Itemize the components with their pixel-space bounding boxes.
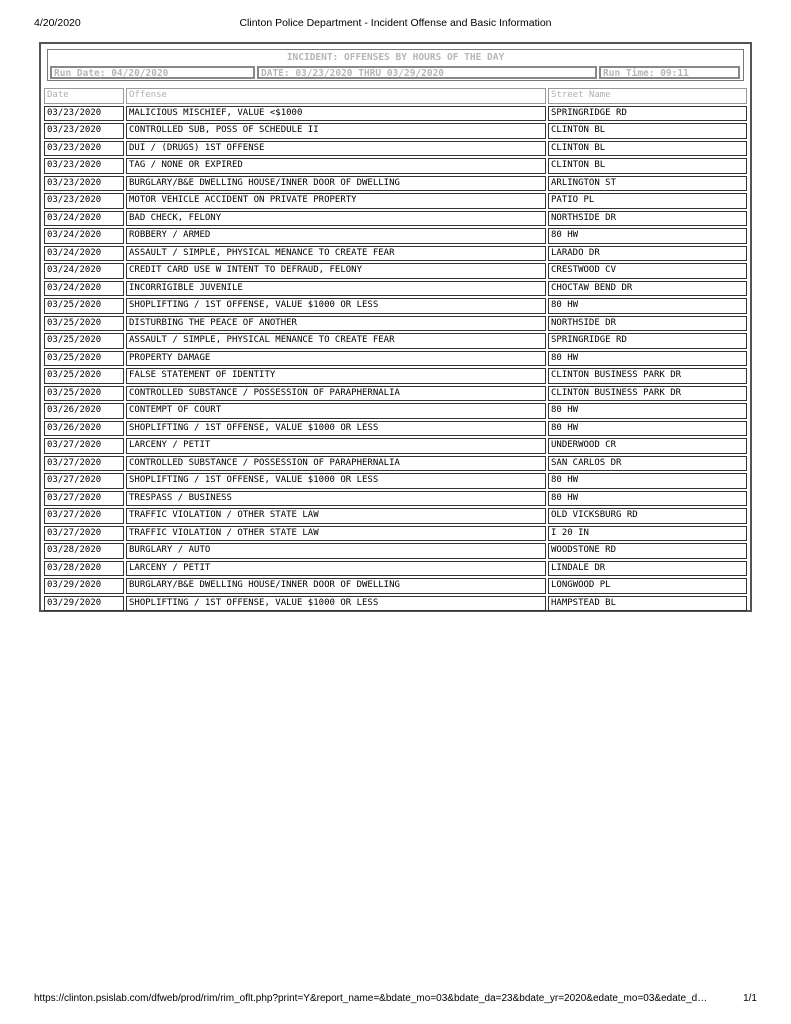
- cell-street: NORTHSIDE DR: [548, 211, 747, 227]
- cell-date: 03/25/2020: [44, 333, 124, 349]
- cell-offense: BURGLARY/B&E DWELLING HOUSE/INNER DOOR OF DWELLING: [126, 578, 546, 594]
- cell-offense: SHOPLIFTING / 1ST OFFENSE, VALUE $1000 OR LESS: [126, 596, 546, 612]
- table-body: [44, 106, 747, 612]
- cell-offense: SHOPLIFTING / 1ST OFFENSE, VALUE $1000 OR LESS: [126, 473, 546, 489]
- table-row: [44, 421, 747, 437]
- cell-offense: CREDIT CARD USE W INTENT TO DEFRAUD, FELONY: [126, 263, 546, 279]
- column-header-date: Date: [44, 88, 124, 104]
- table-row: [44, 281, 747, 297]
- cell-offense: TAG / NONE OR EXPIRED: [126, 158, 546, 174]
- cell-date: 03/25/2020: [44, 351, 124, 367]
- cell-offense: FALSE STATEMENT OF IDENTITY: [126, 368, 546, 384]
- cell-offense: INCORRIGIBLE JUVENILE: [126, 281, 546, 297]
- table-header-row: [44, 88, 747, 104]
- cell-date: 03/23/2020: [44, 106, 124, 122]
- cell-street: SAN CARLOS DR: [548, 456, 747, 472]
- table-row: [44, 211, 747, 227]
- cell-offense: CONTROLLED SUBSTANCE / POSSESSION OF PARAPHERNALIA: [126, 456, 546, 472]
- cell-street: LONGWOOD PL: [548, 578, 747, 594]
- report-frame: [39, 42, 752, 612]
- cell-offense: ASSAULT / SIMPLE, PHYSICAL MENANCE TO CREATE FEAR: [126, 333, 546, 349]
- cell-date: 03/27/2020: [44, 526, 124, 542]
- table-row: [44, 403, 747, 419]
- cell-street: 80 HW: [548, 351, 747, 367]
- cell-offense: BAD CHECK, FELONY: [126, 211, 546, 227]
- cell-street: I 20 IN: [548, 526, 747, 542]
- cell-date: 03/27/2020: [44, 438, 124, 454]
- cell-offense: SHOPLIFTING / 1ST OFFENSE, VALUE $1000 OR LESS: [126, 421, 546, 437]
- cell-street: 80 HW: [548, 298, 747, 314]
- run-time: Run Time: 09:11: [599, 66, 740, 79]
- cell-street: 80 HW: [548, 491, 747, 507]
- cell-street: ARLINGTON ST: [548, 176, 747, 192]
- table-row: [44, 176, 747, 192]
- cell-offense: CONTROLLED SUB, POSS OF SCHEDULE II: [126, 123, 546, 139]
- cell-street: WOODSTONE RD: [548, 543, 747, 559]
- cell-date: 03/25/2020: [44, 386, 124, 402]
- cell-street: CLINTON BL: [548, 123, 747, 139]
- print-url: https://clinton.psislab.com/dfweb/prod/rim/rim_oflt.php?print=Y&report_name=&bdate_mo=03&bdate_da=23&bdate_yr=2020&edate_mo=03&edate_d…: [34, 993, 708, 1004]
- cell-offense: DISTURBING THE PEACE OF ANOTHER: [126, 316, 546, 332]
- table-row: [44, 193, 747, 209]
- table-row: [44, 351, 747, 367]
- table-row: [44, 158, 747, 174]
- cell-street: CLINTON BL: [548, 141, 747, 157]
- cell-street: CLINTON BUSINESS PARK DR: [548, 368, 747, 384]
- cell-date: 03/27/2020: [44, 456, 124, 472]
- cell-date: 03/23/2020: [44, 158, 124, 174]
- cell-offense: ASSAULT / SIMPLE, PHYSICAL MENANCE TO CREATE FEAR: [126, 246, 546, 262]
- print-header: [34, 17, 757, 31]
- cell-date: 03/25/2020: [44, 316, 124, 332]
- cell-street: SPRINGRIDGE RD: [548, 333, 747, 349]
- print-title: Clinton Police Department - Incident Offense and Basic Information: [239, 17, 552, 29]
- cell-offense: SHOPLIFTING / 1ST OFFENSE, VALUE $1000 OR LESS: [126, 298, 546, 314]
- cell-offense: TRAFFIC VIOLATION / OTHER STATE LAW: [126, 508, 546, 524]
- table-row: [44, 578, 747, 594]
- table-row: [44, 543, 747, 559]
- table-row: [44, 508, 747, 524]
- cell-date: 03/25/2020: [44, 368, 124, 384]
- report-header: [47, 49, 744, 81]
- table-row: [44, 263, 747, 279]
- cell-date: 03/25/2020: [44, 298, 124, 314]
- cell-street: CLINTON BL: [548, 158, 747, 174]
- table-row: [44, 526, 747, 542]
- cell-offense: LARCENY / PETIT: [126, 438, 546, 454]
- cell-date: 03/27/2020: [44, 473, 124, 489]
- cell-offense: PROPERTY DAMAGE: [126, 351, 546, 367]
- cell-street: PATIO PL: [548, 193, 747, 209]
- cell-street: SPRINGRIDGE RD: [548, 106, 747, 122]
- cell-date: 03/23/2020: [44, 123, 124, 139]
- table-row: [44, 438, 747, 454]
- cell-street: OLD VICKSBURG RD: [548, 508, 747, 524]
- table-row: [44, 456, 747, 472]
- table-row: [44, 561, 747, 577]
- cell-street: 80 HW: [548, 228, 747, 244]
- cell-street: UNDERWOOD CR: [548, 438, 747, 454]
- cell-street: LINDALE DR: [548, 561, 747, 577]
- cell-street: CLINTON BUSINESS PARK DR: [548, 386, 747, 402]
- cell-date: 03/24/2020: [44, 211, 124, 227]
- table-row: [44, 228, 747, 244]
- cell-street: NORTHSIDE DR: [548, 316, 747, 332]
- cell-street: HAMPSTEAD BL: [548, 596, 747, 612]
- table-row: [44, 106, 747, 122]
- cell-date: 03/23/2020: [44, 176, 124, 192]
- cell-date: 03/26/2020: [44, 403, 124, 419]
- run-date: Run Date: 04/20/2020: [50, 66, 255, 79]
- cell-street: CRESTWOOD CV: [548, 263, 747, 279]
- cell-offense: CONTEMPT OF COURT: [126, 403, 546, 419]
- offense-table: [42, 86, 749, 613]
- table-row: [44, 491, 747, 507]
- cell-date: 03/24/2020: [44, 246, 124, 262]
- table-row: [44, 141, 747, 157]
- cell-date: 03/23/2020: [44, 193, 124, 209]
- cell-street: LARADO DR: [548, 246, 747, 262]
- cell-date: 03/23/2020: [44, 141, 124, 157]
- cell-street: 80 HW: [548, 473, 747, 489]
- table-row: [44, 386, 747, 402]
- cell-date: 03/28/2020: [44, 561, 124, 577]
- cell-offense: MOTOR VEHICLE ACCIDENT ON PRIVATE PROPERTY: [126, 193, 546, 209]
- cell-offense: TRESPASS / BUSINESS: [126, 491, 546, 507]
- cell-offense: CONTROLLED SUBSTANCE / POSSESSION OF PARAPHERNALIA: [126, 386, 546, 402]
- table-row: [44, 123, 747, 139]
- cell-date: 03/24/2020: [44, 228, 124, 244]
- cell-offense: TRAFFIC VIOLATION / OTHER STATE LAW: [126, 526, 546, 542]
- table-row: [44, 316, 747, 332]
- cell-offense: MALICIOUS MISCHIEF, VALUE <$1000: [126, 106, 546, 122]
- date-range: DATE: 03/23/2020 THRU 03/29/2020: [257, 66, 597, 79]
- print-footer: [34, 993, 757, 1007]
- table-row: [44, 596, 747, 612]
- table-row: [44, 333, 747, 349]
- print-date: 4/20/2020: [34, 17, 81, 29]
- cell-date: 03/28/2020: [44, 543, 124, 559]
- cell-date: 03/24/2020: [44, 281, 124, 297]
- cell-date: 03/27/2020: [44, 491, 124, 507]
- table-row: [44, 246, 747, 262]
- cell-date: 03/27/2020: [44, 508, 124, 524]
- cell-street: CHOCTAW BEND DR: [548, 281, 747, 297]
- report-title: INCIDENT: OFFENSES BY HOURS OF THE DAY: [286, 52, 505, 63]
- table-row: [44, 368, 747, 384]
- column-header-offense: Offense: [126, 88, 546, 104]
- cell-date: 03/29/2020: [44, 596, 124, 612]
- column-header-street: Street Name: [548, 88, 747, 104]
- table-row: [44, 473, 747, 489]
- cell-date: 03/24/2020: [44, 263, 124, 279]
- cell-offense: BURGLARY / AUTO: [126, 543, 546, 559]
- cell-date: 03/29/2020: [44, 578, 124, 594]
- cell-date: 03/26/2020: [44, 421, 124, 437]
- cell-offense: LARCENY / PETIT: [126, 561, 546, 577]
- cell-offense: ROBBERY / ARMED: [126, 228, 546, 244]
- page-number: 1/1: [743, 993, 757, 1004]
- table-row: [44, 298, 747, 314]
- cell-offense: DUI / (DRUGS) 1ST OFFENSE: [126, 141, 546, 157]
- cell-offense: BURGLARY/B&E DWELLING HOUSE/INNER DOOR OF DWELLING: [126, 176, 546, 192]
- cell-street: 80 HW: [548, 403, 747, 419]
- cell-street: 80 HW: [548, 421, 747, 437]
